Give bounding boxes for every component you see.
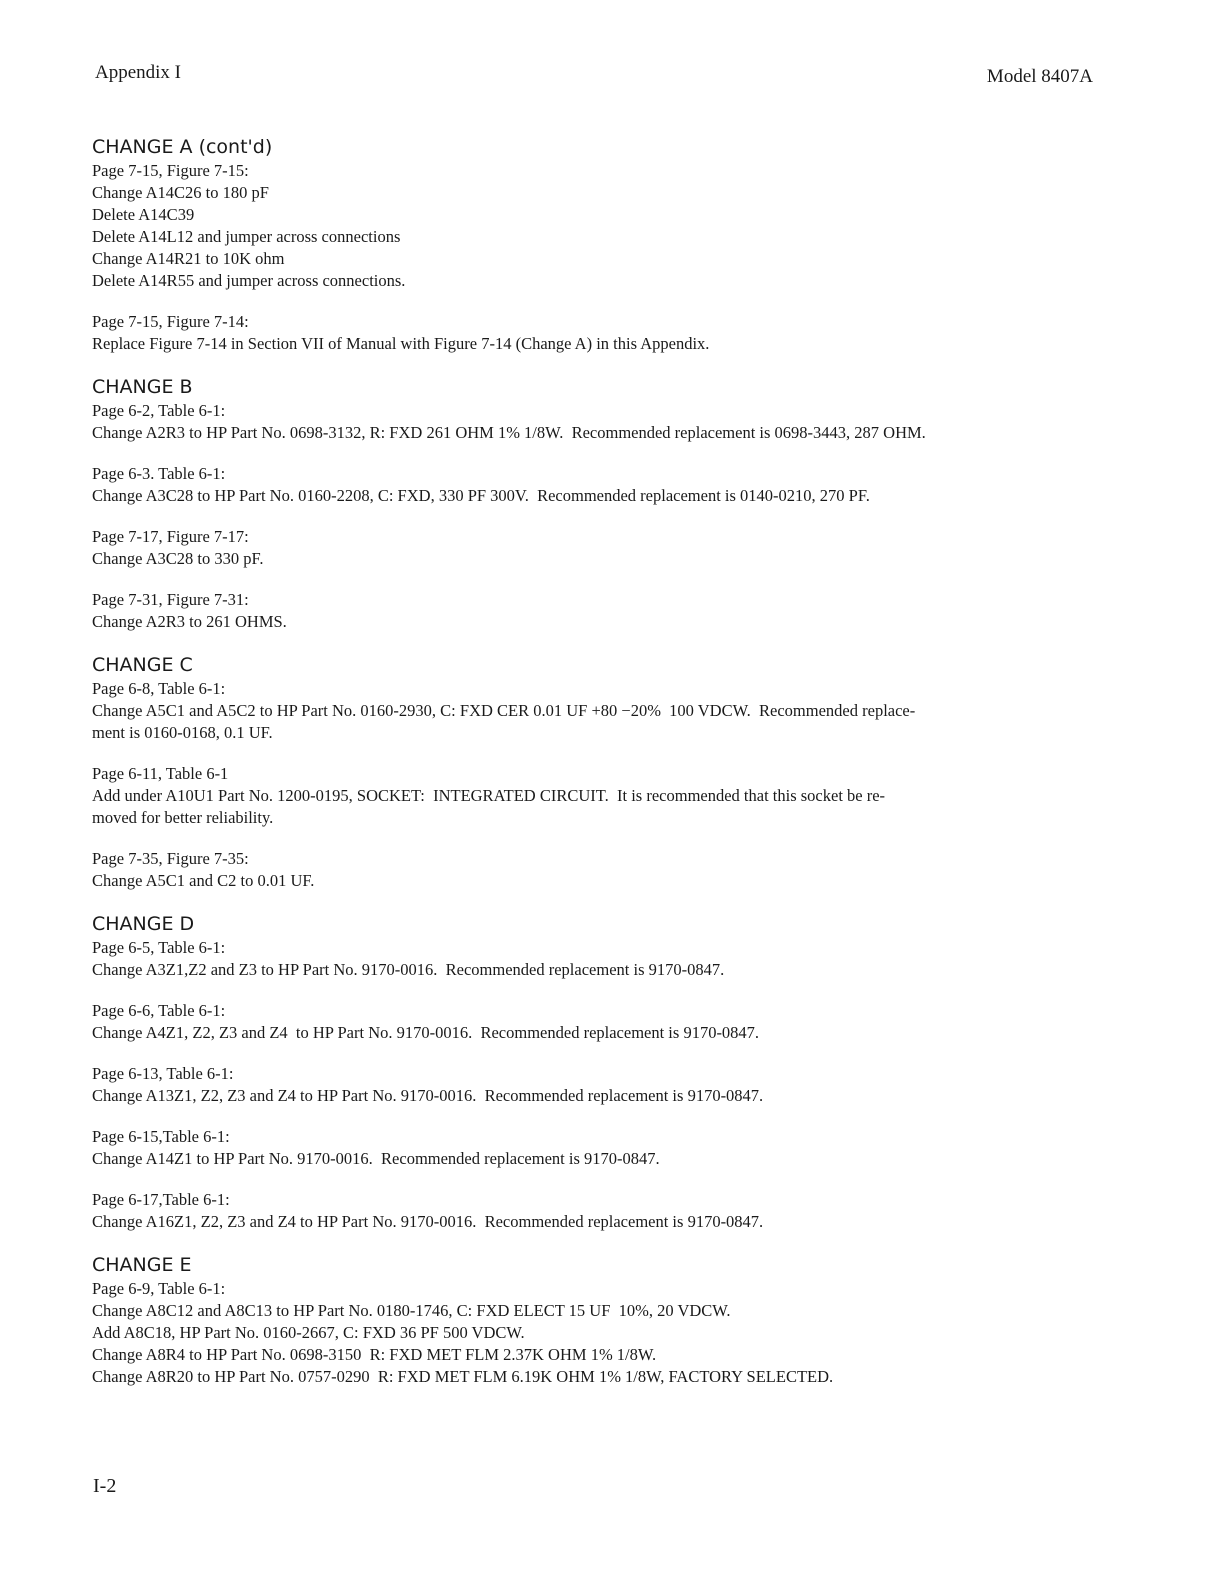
page-number: I-2 xyxy=(93,1475,117,1497)
entry-line: Delete A14C39 xyxy=(92,205,195,224)
entry-line: Delete A14L12 and jumper across connections xyxy=(92,227,401,246)
change-entry xyxy=(92,311,1102,355)
document-body xyxy=(92,134,1102,1388)
entry-reference: Page 6-8, Table 6-1: xyxy=(92,679,226,698)
entry-line: Change A5C1 and A5C2 to HP Part No. 0160-2930, C: FXD CER 0.01 UF +80 −20% 100 VDCW. Recommended replace- xyxy=(92,701,916,720)
entry-line: Change A8C12 and A8C13 to HP Part No. 0180-1746, C: FXD ELECT 15 UF 10%, 20 VDCW. xyxy=(92,1301,731,1320)
entry-line: moved for better reliability. xyxy=(92,808,274,827)
entry-line: Change A2R3 to 261 OHMS. xyxy=(92,612,287,631)
entry-line: Change A4Z1, Z2, Z3 and Z4 to HP Part No. 9170-0016. Recommended replacement is 9170-0847. xyxy=(92,1023,760,1042)
change-entry xyxy=(92,678,1102,744)
entry-line: Change A8R4 to HP Part No. 0698-3150 R: FXD MET FLM 2.37K OHM 1% 1/8W. xyxy=(92,1345,657,1364)
entry-reference: Page 7-35, Figure 7-35: xyxy=(92,849,249,868)
header-left: Appendix I xyxy=(95,62,182,83)
entry-line: Change A3C28 to 330 pF. xyxy=(92,549,264,568)
change-entry xyxy=(92,526,1102,570)
entry-line: Change A14C26 to 180 pF xyxy=(92,183,269,202)
change-entry xyxy=(92,463,1102,507)
entry-line: Change A5C1 and C2 to 0.01 UF. xyxy=(92,871,315,890)
entry-reference: Page 7-17, Figure 7-17: xyxy=(92,527,249,546)
entry-reference: Page 7-15, Figure 7-14: xyxy=(92,312,249,331)
entry-line: ment is 0160-0168, 0.1 UF. xyxy=(92,723,273,742)
change-entry xyxy=(92,848,1102,892)
entry-reference: Page 6-9, Table 6-1: xyxy=(92,1279,226,1298)
entry-reference: Page 6-3. Table 6-1: xyxy=(92,464,226,483)
entry-line: Change A13Z1, Z2, Z3 and Z4 to HP Part No. 9170-0016. Recommended replacement is 9170-0847. xyxy=(92,1086,764,1105)
entry-reference: Page 6-13, Table 6-1: xyxy=(92,1064,234,1083)
section-title: CHANGE D xyxy=(92,913,195,935)
entry-reference: Page 7-15, Figure 7-15: xyxy=(92,161,249,180)
entry-line: Change A8R20 to HP Part No. 0757-0290 R: FXD MET FLM 6.19K OHM 1% 1/8W, FACTORY SELECTED. xyxy=(92,1367,834,1386)
change-entry xyxy=(92,937,1102,981)
entry-line: Change A2R3 to HP Part No. 0698-3132, R: FXD 261 OHM 1% 1/8W. Recommended replacement is 0698-3443, 287 OHM. xyxy=(92,423,926,442)
entry-line: Add A8C18, HP Part No. 0160-2667, C: FXD 36 PF 500 VDCW. xyxy=(92,1323,525,1342)
entry-reference: Page 6-2, Table 6-1: xyxy=(92,401,226,420)
entry-line: Delete A14R55 and jumper across connections. xyxy=(92,271,406,290)
entry-reference: Page 6-15,Table 6-1: xyxy=(92,1127,230,1146)
change-entry xyxy=(92,1278,1102,1388)
entry-reference: Page 6-17,Table 6-1: xyxy=(92,1190,230,1209)
entry-line: Replace Figure 7-14 in Section VII of Manual with Figure 7-14 (Change A) in this Appendix. xyxy=(92,334,710,353)
change-entry xyxy=(92,1189,1102,1233)
change-entry xyxy=(92,589,1102,633)
entry-reference: Page 6-11, Table 6-1 xyxy=(92,764,229,783)
change-entry xyxy=(92,400,1102,444)
section-title: CHANGE C xyxy=(92,654,193,676)
change-entry xyxy=(92,1000,1102,1044)
entry-reference: Page 6-5, Table 6-1: xyxy=(92,938,226,957)
change-entry xyxy=(92,1063,1102,1107)
section-title: CHANGE B xyxy=(92,376,193,398)
entry-reference: Page 7-31, Figure 7-31: xyxy=(92,590,249,609)
change-entry xyxy=(92,1126,1102,1170)
entry-line: Change A14Z1 to HP Part No. 9170-0016. Recommended replacement is 9170-0847. xyxy=(92,1149,660,1168)
entry-line: Add under A10U1 Part No. 1200-0195, SOCKET: INTEGRATED CIRCUIT. It is recommended that this socket be re- xyxy=(92,786,886,805)
entry-line: Change A3C28 to HP Part No. 0160-2208, C: FXD, 330 PF 300V. Recommended replacement is 0140-0210, 270 PF. xyxy=(92,486,870,505)
section-title: CHANGE A (cont'd) xyxy=(92,136,273,158)
entry-line: Change A14R21 to 10K ohm xyxy=(92,249,285,268)
header-right: Model 8407A xyxy=(986,66,1093,87)
entry-line: Change A16Z1, Z2, Z3 and Z4 to HP Part No. 9170-0016. Recommended replacement is 9170-0847. xyxy=(92,1212,764,1231)
change-entry xyxy=(92,763,1102,829)
entry-line: Change A3Z1,Z2 and Z3 to HP Part No. 9170-0016. Recommended replacement is 9170-0847. xyxy=(92,960,725,979)
entry-reference: Page 6-6, Table 6-1: xyxy=(92,1001,226,1020)
change-entry xyxy=(92,160,1102,292)
section-title: CHANGE E xyxy=(92,1254,192,1276)
